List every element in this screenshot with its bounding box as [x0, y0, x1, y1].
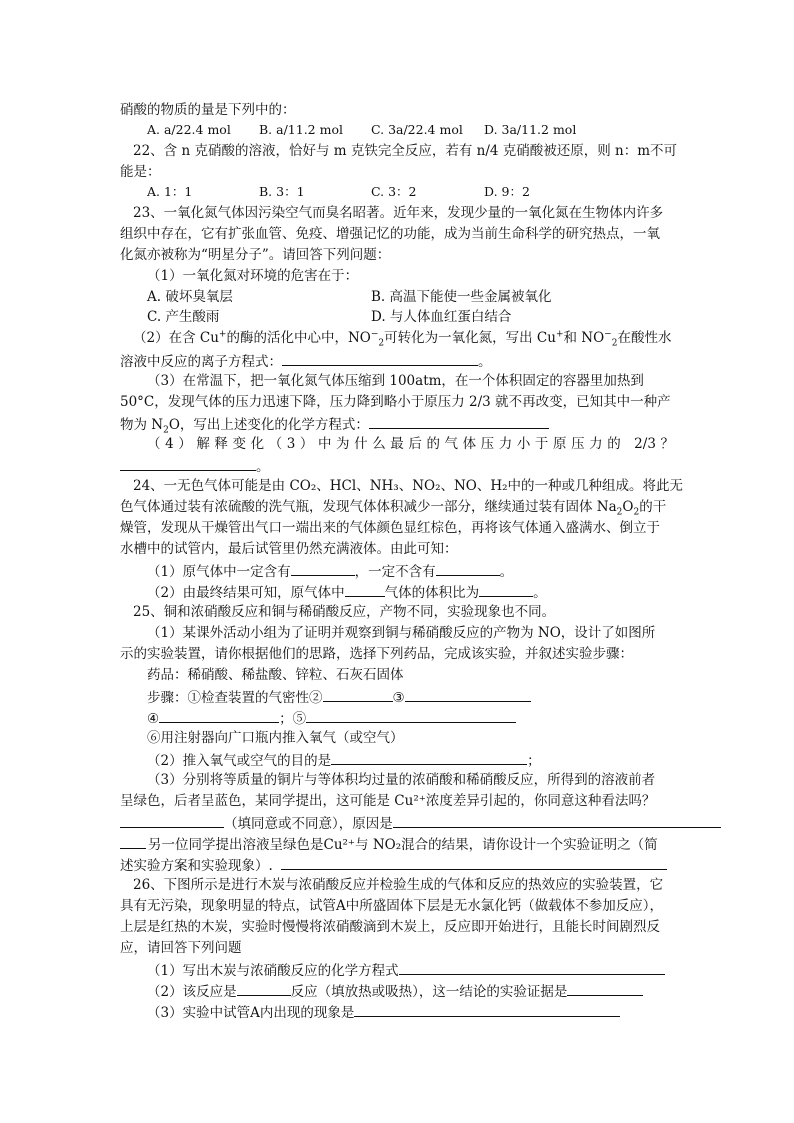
answer-blank[interactable]: [354, 1003, 620, 1017]
q23-part3-2: 50°C，发现气体的压力迅速下降，压力降到略小于原压力 2/3 就不再改变，已知其中一种产: [120, 394, 671, 410]
q25-part3-5: 述实验方案和实验现象）.: [120, 856, 667, 874]
q21-option-c: C. 3a/22.4 mol: [371, 122, 463, 137]
answer-blank[interactable]: [345, 583, 385, 597]
q24-stem-4: 水槽中的试管内，最后试管里仍然充满液体。由此可知：: [120, 541, 458, 557]
q26-stem-3: 上层是红热的木炭，实验时慢慢将浓硝酸滴到木炭上，反应即开始进行，且能长时间剧烈反: [120, 919, 660, 935]
q21-option-d: D. 3a/11.2 mol: [484, 122, 577, 137]
q25-part3-3: （填同意或不同意），原因是: [120, 814, 721, 832]
q23-part4-answer: 。: [120, 457, 270, 475]
q23-part4: （4）解释变化（3）中为什么最后的气体压力小于原压力的 2/3？: [147, 436, 674, 452]
answer-blank[interactable]: [120, 814, 224, 828]
answer-blank[interactable]: [323, 688, 393, 702]
answer-blank[interactable]: [306, 709, 516, 723]
q24-part2: （2）由最终结果可知，原气体中 气体的体积比为 。: [147, 585, 547, 601]
q23-option-d: D. 与人体血红蛋白结合: [371, 309, 512, 325]
q26-part2: （2）该反应是 反应（填放热或吸热），这一结论的实验证据是: [147, 982, 643, 1000]
answer-blank[interactable]: [405, 688, 531, 702]
answer-blank[interactable]: [282, 352, 478, 366]
q23-stem-2: 组织中存在，它有扩张血管、免疫、增强记忆的功能，成为当前生命科学的研究热点，一氧: [120, 226, 660, 242]
answer-blank[interactable]: [120, 457, 256, 471]
q23-part2-cont: 溶液中反应的离子方程式： 。: [120, 354, 492, 370]
q25-part2: （2）推入氧气或空气的目的是 ；: [147, 753, 541, 769]
q21-option-a: A. a/22.4 mol: [147, 122, 231, 137]
answer-blank[interactable]: [291, 562, 355, 576]
answer-blank[interactable]: [331, 751, 527, 765]
q25-part1-1: （1）某课外活动小组为了证明并观察到铜与稀硝酸反应的产物为 NO，设计了如图所: [147, 625, 656, 641]
answer-blank[interactable]: [369, 415, 549, 429]
q26-part1: （1）写出木炭与浓硝酸反应的化学方程式: [147, 961, 665, 979]
q25-stem: 25、铜和浓硝酸反应和铜与稀硝酸反应，产物不同，实验现象也不同。: [133, 604, 556, 620]
answer-blank[interactable]: [393, 814, 721, 828]
q25-part1-2: 示的实验装置，请你根据他们的思路，选择下列药品，完成该实验，并叙述实验步骤：: [120, 646, 633, 662]
q24-stem-1: 24、一无色气体可能是由 CO₂、HCl、NH₃、NO₂、NO、H₂中的一种或几种组成。将此无: [133, 478, 684, 494]
q22-stem-cont: 能是：: [120, 164, 161, 180]
q23-option-b: B. 高温下能使一些金属被氧化: [371, 289, 552, 305]
q22-option-b: B. 3：1: [259, 184, 305, 199]
answer-blank[interactable]: [567, 982, 643, 996]
answer-blank[interactable]: [436, 562, 500, 576]
q25-part3-2: 呈绿色，后者呈蓝色，某同学提出，这可能是 Cu²⁺浓度差异引起的，你同意这种看法吗？: [120, 793, 656, 809]
q22-option-d: D. 9：2: [484, 184, 530, 199]
q26-stem-4: 应，请回答下列问题: [120, 940, 242, 956]
q22-stem: 22、含 n 克硝酸的溶液，恰好与 m 克铁完全反应，若有 n/4 克硝酸被还原，则 n：m不可: [133, 143, 678, 159]
q25-part3-1: （3）分别将等质量的铜片与等体积均过量的浓硝酸和稀硝酸反应，所得到的溶液前者: [147, 772, 656, 788]
q26-stem-1: 26、下图所示是进行木炭与浓硝酸反应并检验生成的气体和反应的热效应的实验装置，它: [133, 877, 664, 893]
q23-stem-3: 化氮亦被称为“明星分子”。请回答下列问题：: [120, 247, 391, 263]
q26-part3: （3）实验中试管A内出现的现象是: [147, 1003, 620, 1021]
answer-blank[interactable]: [479, 583, 533, 597]
q24-stem-3: 燥管，发现从干燥管出气口一端出来的气体颜色显红棕色，再将该气体通入盛满水、倒立于: [120, 520, 660, 536]
q25-reagents: 药品：稀硝酸、稀盐酸、锌粒、石灰石固体: [147, 667, 404, 683]
q23-part2: （2）在含 Cu+的酶的活化中心中，$NO^-_2$可转化为一氧化氮，写出 Cu+和 $NO^-_2$在酸性水: [133, 329, 672, 349]
answer-blank[interactable]: [120, 835, 146, 849]
q23-part3-1: （3）在常温下，把一氧化氮气体压缩到 100atm，在一个体积固定的容器里加热到: [147, 373, 644, 389]
q23-option-a: A. 破坏臭氧层: [147, 289, 233, 305]
q24-stem-2: 色气体通过装有浓硫酸的洗气瓶，发现气体体积减少一部分，继续通过装有固体 $Na_2O_2$的干: [120, 499, 667, 518]
q21-option-b: B. a/11.2 mol: [259, 122, 343, 137]
answer-blank[interactable]: [281, 856, 667, 870]
q25-steps-3: ⑥用注射器向广口瓶内推入氧气（或空气）: [147, 730, 404, 746]
q23-option-c: C. 产生酸雨: [147, 309, 220, 325]
answer-blank[interactable]: [159, 709, 279, 723]
q24-part1: （1）原气体中一定含有 ，一定不含有 。: [147, 564, 514, 580]
q21-stem-end: 硝酸的物质的量是下列中的：: [120, 102, 296, 118]
answer-blank[interactable]: [237, 982, 291, 996]
q25-steps-2: ④ ；⑤: [147, 709, 516, 727]
q22-option-a: A. 1：1: [147, 184, 193, 199]
q23-part3-3: 物为 $N_2O$，写出上述变化的化学方程式：: [120, 415, 549, 433]
q23-stem-1: 23、一氧化氮气体因污染空气而臭名昭著。近年来，发现少量的一氧化氮在生物体内许多: [133, 205, 664, 221]
q23-part1: （1）一氧化氮对环境的危害在于：: [147, 268, 359, 284]
q25-steps-1: 步骤：①检查装置的气密性② ③: [147, 688, 531, 706]
q22-option-c: C. 3：2: [371, 184, 417, 199]
q26-stem-2: 具有无污染，现象明显的特点，试管A中所盛固体下层是无水氯化钙（做载体不参加反应），: [120, 898, 663, 914]
answer-blank[interactable]: [399, 961, 665, 975]
q25-part3-4: 另一位同学提出溶液呈绿色是Cu²⁺与 NO₂混合的结果，请你设计一个实验证明之（简: [120, 835, 658, 853]
